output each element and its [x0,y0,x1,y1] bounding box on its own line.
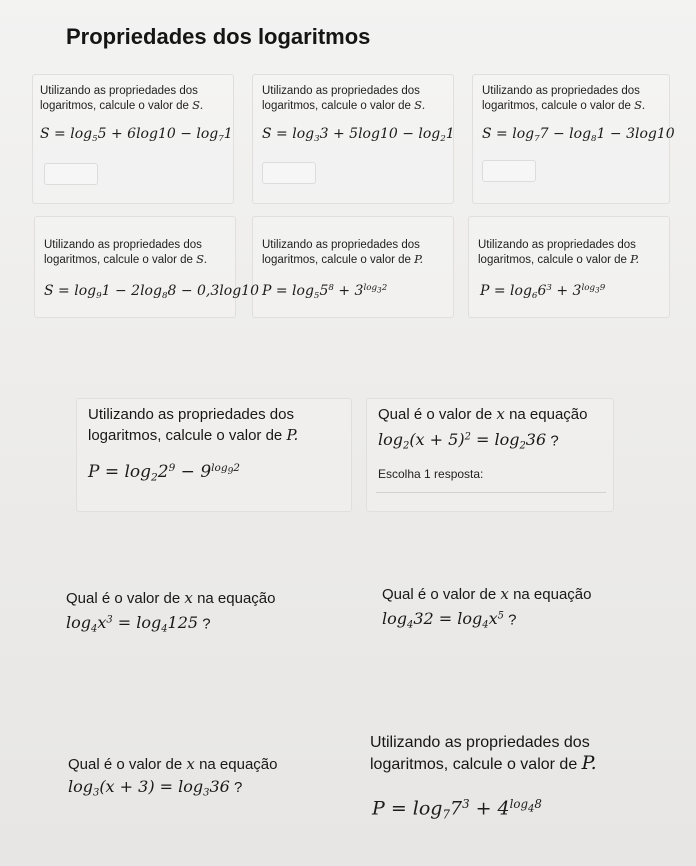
prompt-line-1: Utilizando as propriedades dos [262,85,420,97]
formula-1: $S = \log_55 + 6\log 10 - \log_71$ [40,126,233,145]
question-mark: ? [550,432,559,450]
prompt-line-1: Utilizando as propriedades dos [88,406,294,423]
variable-x: x [496,405,505,423]
prompt-line-2: logaritmos, calcule o valor de [478,254,627,266]
formula-5: $P = \log_55^8 + 3^{log_32}$ [262,283,388,302]
prompt-line-1: Utilizando as propriedades dos [482,85,640,97]
exercise-12-prompt [370,732,597,775]
prompt-line-2: logaritmos, calcule o valor de [262,100,411,112]
answer-input-3[interactable] [482,160,536,182]
question-text-end: na equação [197,590,276,607]
prompt-line-1: Utilizando as propriedades dos [370,734,590,751]
exercise-6-prompt [478,238,639,267]
question-text-end: na equação [513,586,592,603]
variable-p: P. [630,252,640,266]
exercise-1-prompt [40,84,203,113]
answer-input-1[interactable] [44,163,98,185]
variable-p: P. [414,252,424,266]
question-text: Qual é o valor de [66,590,181,607]
formula-8: $\log_2(x + 5)^2 = \log_236$ [378,430,547,452]
exercise-8-question [378,404,587,457]
variable-s: S. [196,252,208,266]
answer-divider [376,492,606,493]
variable-s: S. [634,98,646,112]
prompt-line-1: Utilizando as propriedades dos [40,85,198,97]
question-text: Qual é o valor de [68,756,183,773]
exercise-11-question [68,754,277,803]
variable-p: P. [286,426,299,444]
exercise-9-question [66,588,275,640]
prompt-line-2: logaritmos, calcule o valor de [482,100,631,112]
exercise-4-prompt [44,238,207,267]
formula-4: $S = \log_91 - 2\log_88 - 0,3\log 10$ [44,283,259,302]
answer-input-2[interactable] [262,162,316,184]
formula-12: $P = \log_77^3 + 4^{log_48}$ [372,797,542,822]
prompt-line-1: Utilizando as propriedades dos [44,239,202,251]
question-mark: ? [202,615,211,633]
prompt-line-1: Utilizando as propriedades dos [478,239,636,251]
question-text-end: na equação [509,406,588,423]
formula-7: $P = \log_22^9 - 9^{log_92}$ [88,462,240,484]
exercise-2-prompt [262,84,425,113]
formula-10: $\log_432 = \log_4x^5$ [382,609,504,631]
question-text-end: na equação [199,756,278,773]
prompt-line-2: logaritmos, calcule o valor de [370,756,578,773]
variable-x: x [186,755,195,773]
variable-p: P. [581,752,597,774]
variable-s: S. [414,98,426,112]
question-mark: ? [508,611,517,629]
prompt-line-1: Utilizando as propriedades dos [262,239,420,251]
prompt-line-2: logaritmos, calcule o valor de [262,254,411,266]
prompt-line-2: logaritmos, calcule o valor de [40,100,189,112]
exercise-card-5 [252,216,454,318]
question-text: Qual é o valor de [382,586,497,603]
variable-s: S. [192,98,204,112]
exercise-5-prompt [262,238,423,267]
formula-2: $S = \log_33 + 5\log 10 - \log_21$ [262,126,455,145]
exercise-card-4 [34,216,236,318]
formula-6: $P = \log_66^3 + 3^{log_39}$ [480,283,606,302]
exercise-card-6 [468,216,670,318]
prompt-line-2: logaritmos, calcule o valor de [88,427,283,444]
exercise-7-prompt [88,404,298,446]
variable-x: x [184,589,193,607]
question-mark: ? [234,779,243,796]
formula-3: $S = \log_77 - \log_81 - 3\log 10$ [482,126,675,145]
page-title: Propriedades dos logaritmos [66,24,371,49]
prompt-line-2: logaritmos, calcule o valor de [44,254,193,266]
formula-9: $\log_4x^3 = \log_4125$ [66,613,199,635]
choose-one-label: Escolha 1 resposta: [378,467,484,481]
exercise-3-prompt [482,84,645,113]
question-text: Qual é o valor de [378,406,493,423]
exercise-10-question [382,584,591,636]
variable-x: x [500,585,509,603]
formula-11: $\log_3(x + 3) = \log_336$ [68,777,230,799]
